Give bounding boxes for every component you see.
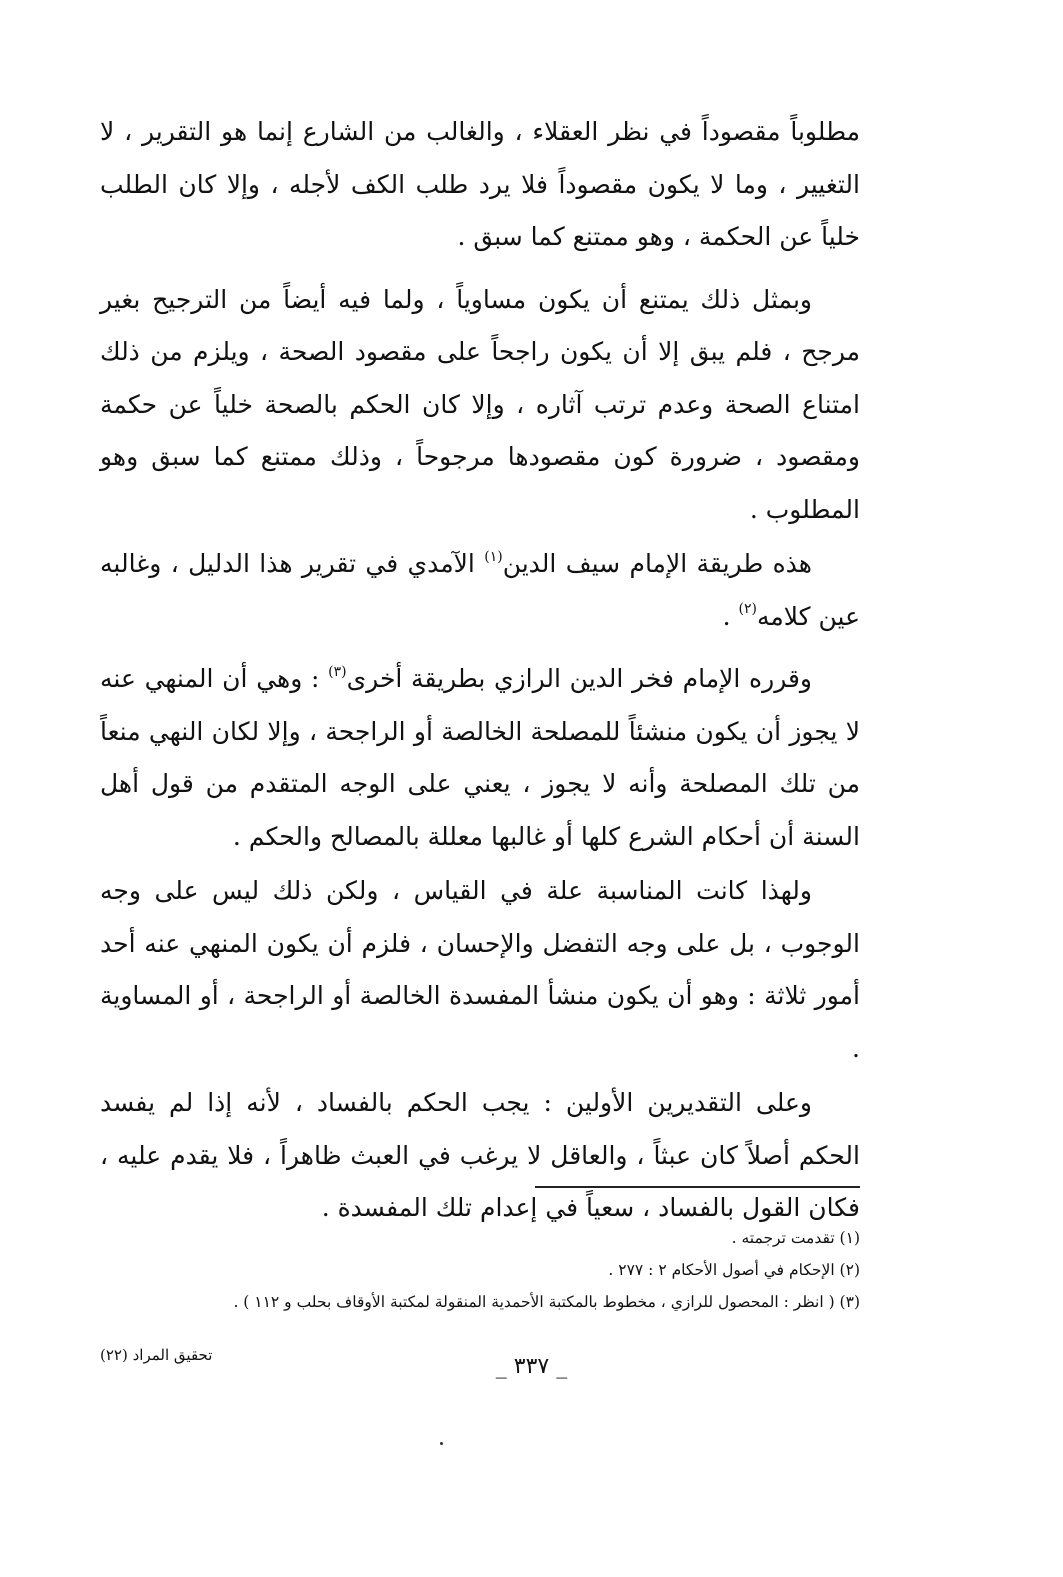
paragraph-3-part-a: هذه طريقة الإمام سيف الدين (502, 549, 812, 578)
footnote-1: (١) تقدمت ترجمته . (731, 1229, 860, 1247)
footnote-ref-1: (١) (484, 548, 503, 565)
paragraph-3 (100, 538, 860, 643)
paragraph-3-part-c: . (722, 601, 739, 631)
paragraph-3-part-b: الآمدي في تقرير هذا الدليل ، وغالبه عين كلامه (100, 549, 860, 631)
paragraph-4 (100, 653, 860, 863)
paragraph-2: وبمثل ذلك يمتنع أن يكون مساوياً ، ولما فيه أيضاً من الترجيح بغير مرجح ، فلم يبق إلا أن يكون راجحاً على مقصود الصحة ، ويلزم من ذلك امتناع الصحة وعدم ترتب آثاره ، وإلا كان الحكم بالصحة خلياً عن حكمة ومقصود ، ضرورة كون مقصودها مرجوحاً ، وذلك ممتنع كما سبق وهو المطلوب . (100, 284, 860, 524)
paragraph-1: مطلوباً مقصوداً في نظر العقلاء ، والغالب من الشارع إنما هو التقرير ، لا التغيير ، وما لا يكون مقصوداً فلا يرد طلب الكف لأجله ، وإلا كان الطلب خلياً عن الحكمة ، وهو ممتنع كما سبق . (100, 117, 860, 251)
paragraph-5: ولهذا كانت المناسبة علة في القياس ، ولكن ذلك ليس على وجه الوجوب ، بل على وجه التفضل والإحسان ، فلزم أن يكون المنهي عنه أحد أمور ثلاثة : وهو أن يكون منشأ المفسدة الخالصة أو الراجحة ، أو المساوية . (100, 876, 860, 1063)
footnote-ref-2: (٢) (738, 601, 757, 618)
page-number-value: ٣٣٧ (513, 1354, 550, 1379)
paragraph-6: وعلى التقديرين الأولين : يجب الحكم بالفساد ، لأنه إذا لم يفسد الحكم أصلاً كان عبثاً ، والعاقل لا يرغب في العبث ظاهراً ، فلا يقدم عليه ، فكان القول بالفساد ، سعياً في إعدام تلك المفسدة . (100, 1088, 860, 1222)
footnote-3: (٣) ( انظر : المحصول للرازي ، مخطوط بالمكتبة الأحمدية المنقولة لمكتبة الأوقاف بحلب و ١١٢ ) . (233, 1293, 860, 1311)
paragraph-4-part-b: : وهي أن المنهي عنه لا يجوز أن يكون منشئاً للمصلحة الخالصة أو الراجحة ، وإلا لكان النهي منعاً من تلك المصلحة وأنه لا يجوز ، يعني على الوجه المتقدم من قول أهل السنة أن أحكام الشرع كلها أو غالبها معللة بالمصالح والحكم . (100, 664, 860, 851)
main-text (100, 106, 860, 1235)
book-title-footer: تحقيق المراد (٢٢) (100, 1346, 213, 1364)
paragraph-4-part-a: وقرره الإمام فخر الدين الرازي بطريقة أخرى (346, 664, 813, 693)
scan-dot (440, 1442, 443, 1445)
page-number: _ ٣٣٧ _ (495, 1354, 568, 1379)
footnote-ref-3: (٣) (328, 663, 347, 680)
footnote-separator (535, 1186, 860, 1188)
footnote-2: (٢) الإحكام في أصول الأحكام ٢ : ٢٧٧ . (608, 1261, 860, 1279)
footnotes (100, 1222, 860, 1318)
